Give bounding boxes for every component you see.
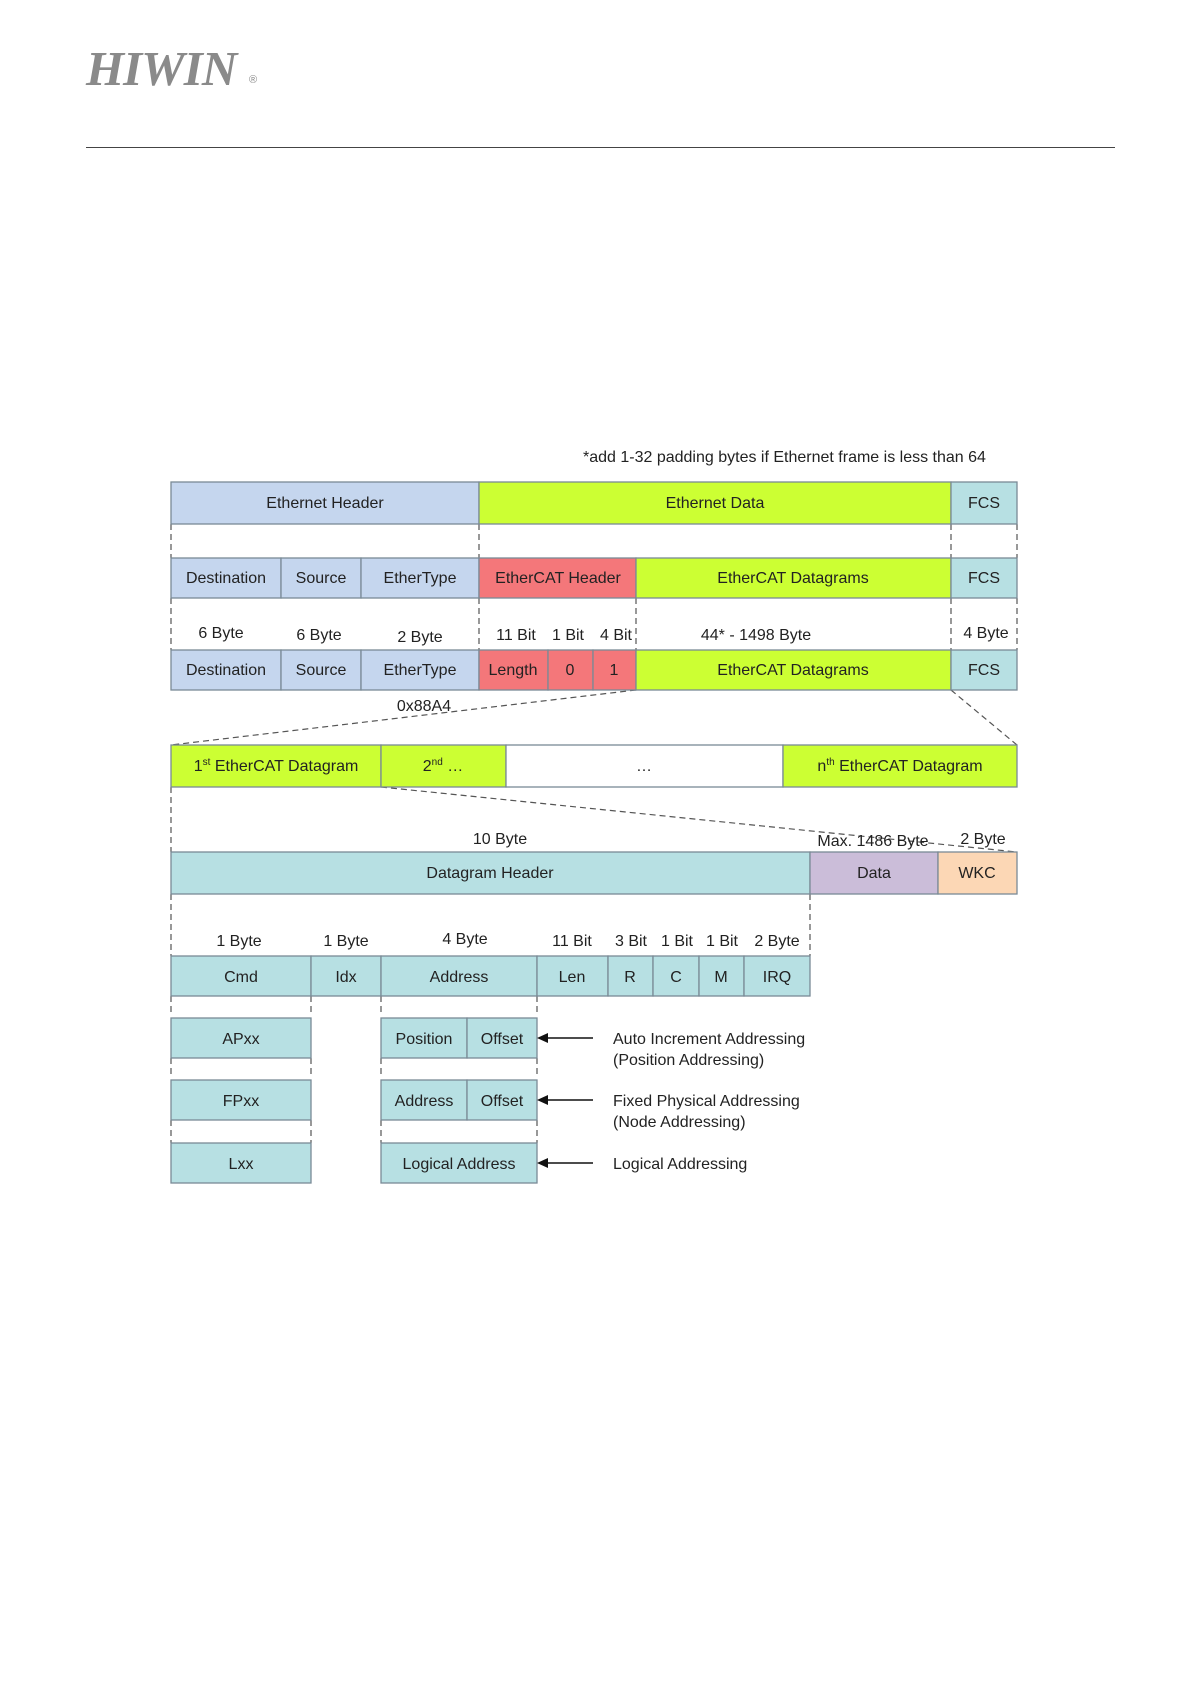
destination-label: Destination [185, 662, 267, 679]
size-label: 1 Byte [216, 933, 262, 950]
ethernet-header-label: Ethernet Header [266, 495, 384, 512]
row-ethercat-header-detail [171, 650, 1017, 690]
size-label: 11 Bit [552, 933, 592, 950]
address-label: Address [429, 969, 489, 986]
superscript: th [826, 757, 835, 768]
label-part: EtherCAT Datagram [834, 758, 983, 775]
size-label: 2 Byte [397, 629, 443, 646]
registered-mark: ® [249, 74, 258, 86]
row-datagram-list [171, 745, 1017, 787]
size-label: 1 Bit [660, 933, 694, 950]
size-labels-header [216, 931, 799, 950]
addressing-label: Fixed Physical Addressing [613, 1093, 800, 1110]
size-label: 44* - 1498 Byte [700, 627, 812, 644]
offset-label: Offset [480, 1093, 524, 1110]
padding-note: *add 1-32 padding bytes if Ethernet frame is less than 64 [583, 449, 986, 466]
fcs-label: FCS [968, 495, 1000, 512]
source-label: Source [295, 570, 347, 587]
addressing-sublabel: (Position Addressing) [613, 1052, 765, 1069]
lxx-label: Lxx [228, 1156, 254, 1173]
m-label: M [714, 969, 728, 986]
label-part: … [442, 758, 464, 775]
ethertype-label: EtherType [383, 570, 457, 587]
arrow-head-icon [537, 1033, 548, 1043]
size-label: 6 Byte [296, 627, 342, 644]
label-part: n [817, 758, 827, 775]
offset-label: Offset [480, 1031, 524, 1048]
ethertype-label: EtherType [383, 662, 457, 679]
wkc-label: WKC [958, 865, 996, 882]
reserved-label: 0 [565, 662, 575, 679]
addressing-logical [171, 1143, 747, 1183]
source-label: Source [295, 662, 347, 679]
arrow-head-icon [537, 1158, 548, 1168]
size-label: 4 Byte [442, 931, 488, 948]
size-label: 3 Bit [614, 933, 648, 950]
fpxx-label: FPxx [222, 1093, 260, 1110]
size-label: 6 Byte [198, 625, 244, 642]
addressing-sublabel: (Node Addressing) [613, 1114, 746, 1131]
size-label: Max. 1486 Byte [817, 833, 929, 850]
row-ethernet-frame [171, 482, 1017, 524]
fcs-label: FCS [968, 570, 1000, 587]
first-datagram-label [194, 757, 359, 775]
fcs-label: FCS [968, 662, 1000, 679]
size-label: 10 Byte [472, 831, 528, 848]
data-label: Data [857, 865, 891, 882]
superscript: st [202, 757, 211, 768]
ellipsis-label: … [636, 758, 652, 775]
size-label: 11 Bit [496, 627, 536, 644]
ethercat-datagrams-label: EtherCAT Datagrams [717, 662, 869, 679]
logical-address-label: Logical Address [402, 1156, 516, 1173]
hiwin-logo: HIWIN [86, 41, 237, 96]
row-datagram-header-fields [171, 956, 810, 996]
r-label: R [624, 969, 636, 986]
arrow-head-icon [537, 1095, 548, 1105]
len-label: Len [558, 969, 586, 986]
label-part: 1 [193, 758, 203, 775]
size-labels-frame [198, 625, 1008, 646]
ethercat-header-label: EtherCAT Header [495, 570, 621, 587]
ethertype-value: 0x88A4 [396, 698, 452, 715]
row-datagram-structure [171, 852, 1017, 894]
position-label: Position [395, 1031, 453, 1048]
size-label: 2 Byte [754, 933, 800, 950]
size-label: 4 Byte [963, 625, 1009, 642]
irq-label: IRQ [762, 969, 792, 986]
addressing-fixed-physical [171, 1080, 800, 1131]
superscript: nd [431, 757, 443, 768]
ethernet-data-label: Ethernet Data [665, 495, 765, 512]
addressing-label: Logical Addressing [613, 1156, 748, 1173]
cmd-label: Cmd [224, 969, 258, 986]
size-label: 4 Bit [599, 627, 633, 644]
c-label: C [670, 969, 682, 986]
label-part: 2 [422, 758, 432, 775]
size-label: 1 Bit [551, 627, 585, 644]
destination-label: Destination [185, 570, 267, 587]
apxx-label: APxx [222, 1031, 260, 1048]
size-label: 2 Byte [960, 831, 1006, 848]
nth-datagram-label [817, 757, 982, 775]
size-label: 1 Byte [323, 933, 369, 950]
idx-label: Idx [335, 969, 357, 986]
addressing-auto-increment [171, 1018, 805, 1069]
addressing-label: Auto Increment Addressing [613, 1031, 806, 1048]
size-label: 1 Bit [705, 933, 739, 950]
ethercat-datagrams-label: EtherCAT Datagrams [717, 570, 869, 587]
label-part: EtherCAT Datagram [210, 758, 359, 775]
type-label: 1 [609, 662, 619, 679]
row-ethercat-frame [171, 558, 1017, 598]
datagram-header-label: Datagram Header [426, 865, 554, 882]
second-datagram-label [423, 757, 463, 775]
length-label: Length [488, 662, 538, 679]
node-address-label: Address [394, 1093, 454, 1110]
